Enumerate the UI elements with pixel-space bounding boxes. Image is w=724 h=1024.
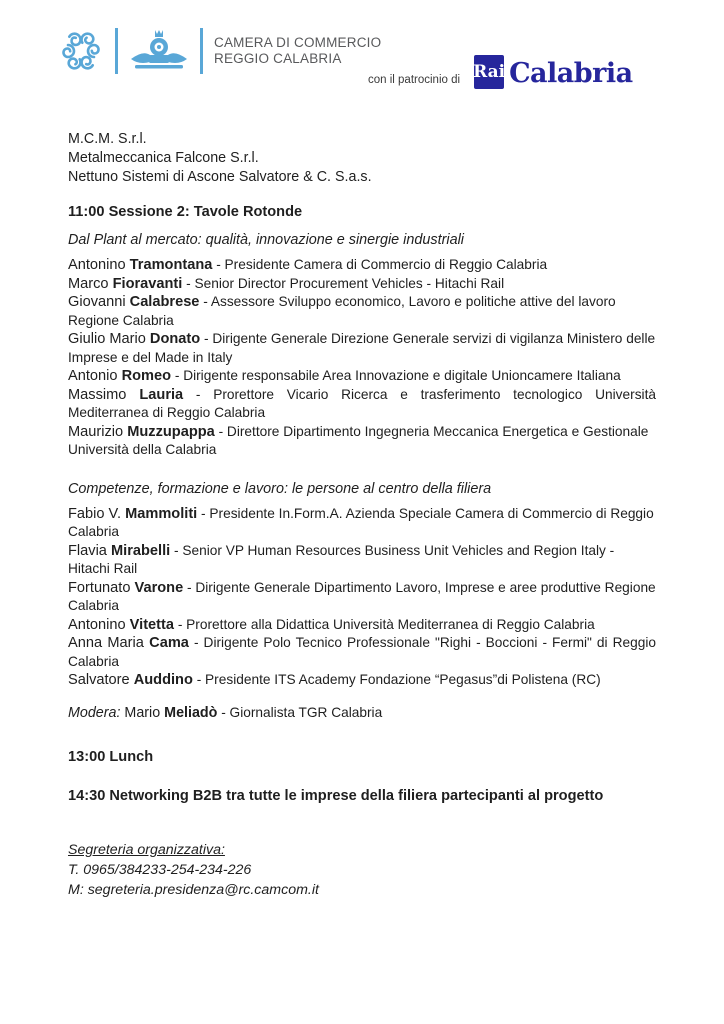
speaker-first-name: Antonino [68,257,130,273]
speaker-line [68,423,656,460]
document-body [68,130,656,900]
coat-of-arms-icon [129,28,189,74]
speaker-last-name: Romeo [121,368,172,384]
patronage-block [368,55,658,89]
moderator-last-name: Meliadò [164,704,218,721]
company-list [68,130,656,187]
speaker-first-name: Fabio V. [68,505,126,522]
speaker-role: - Prorettore Vicario Ricerca e trasferimento tecnologico Università Mediterranea di Reggio Calabria [68,386,656,420]
speaker-first-name: Anna Maria [68,635,150,651]
company-line: M.C.M. S.r.l. [68,131,147,147]
speaker-role: - Assessore Sviluppo economico, Lavoro e politiche attive del lavoro Regione Calabria [68,294,616,328]
chamber-name-line1: CAMERA DI COMMERCIO [214,35,382,50]
speaker-line [68,256,656,275]
company-line: Nettuno Sistemi di Ascone Salvatore & C. S.a.s. [68,169,372,185]
footer-phone: T. 0965/384233-254-234-226 [68,862,252,878]
patronage-text: con il patrocinio di [368,74,461,86]
speaker-first-name: Marco [68,275,113,292]
logo-separator-bar [200,28,203,74]
speaker-role: - Senior Director Procurement Vehicles - Hitachi Rail [182,275,505,291]
speaker-first-name: Flavia [68,542,111,559]
lunch-line: 13:00 Lunch [68,749,154,765]
speaker-role: - Presidente ITS Academy Fondazione “Pegasus”di Polistena (RC) [192,672,601,687]
speaker-line [68,386,656,423]
roundtable2-title: Competenze, formazione e lavoro: le persone al centro della filiera [68,480,492,497]
speaker-role: - Dirigente Generale Dipartimento Lavoro, Imprese e aree produttive Regione Calabria [68,579,656,613]
moderator-role: - Giornalista TGR Calabria [217,704,383,720]
speaker-first-name: Massimo [68,386,140,403]
speaker-line [68,330,656,367]
speaker-role: - Presidente In.Form.A. Azienda Speciale Camera di Commercio di Reggio Calabria [68,505,654,539]
roundtable1-speakers [68,256,656,460]
moderator-first-name: Mario [124,704,165,721]
footer-contact-block [68,840,656,900]
speaker-line [68,293,656,330]
chamber-logo-block [58,26,381,76]
speaker-role: - Dirigente responsabile Area Innovazione e digitale Unioncamere Italiana [171,368,621,383]
speaker-line [68,542,656,579]
speaker-last-name: Calabrese [129,294,200,310]
moderator-label: Modera: [68,704,125,721]
speaker-last-name: Mirabelli [110,542,171,559]
speaker-first-name: Antonio [68,368,122,384]
roundtable2-speakers [68,505,656,690]
speaker-first-name: Salvatore [68,672,134,688]
speaker-last-name: Muzzupappa [127,423,215,440]
speaker-line [68,616,656,635]
speaker-first-name: Fortunato [68,579,135,596]
speaker-last-name: Varone [134,579,184,596]
speaker-role: - Presidente Camera di Commercio di Reggio Calabria [212,257,548,272]
footer-heading: Segreteria organizzativa: [68,842,225,858]
speaker-role: - Prorettore alla Didattica Università Mediterranea di Reggio Calabria [174,616,595,632]
speaker-role: - Dirigente Generale Direzione Generale servizi di vigilanza Ministero delle Imprese e del Made in Italy [68,331,656,365]
speaker-first-name: Antonino [68,616,130,633]
speaker-last-name: Vitetta [129,616,175,633]
speaker-first-name: Giulio Mario [68,331,150,347]
speaker-first-name: Giovanni [68,294,130,310]
networking-line: 14:30 Networking B2B tra tutte le imprese della filiera partecipanti al progetto [68,788,604,804]
speaker-role: - Senior VP Human Resources Business Unit Vehicles and Region Italy -Hitachi Rail [68,542,615,576]
speaker-last-name: Mammoliti [125,505,198,522]
moderator-line [68,704,656,723]
session-title: 11:00 Sessione 2: Tavole Rotonde [68,204,303,220]
speaker-line [68,367,656,386]
footer-email: M: segreteria.presidenza@rc.camcom.it [68,882,319,898]
speaker-last-name: Donato [149,331,201,347]
speaker-line [68,634,656,671]
speaker-last-name: Auddino [133,672,193,688]
speaker-line [68,671,656,690]
rai-calabria-logo [474,55,633,89]
rai-logo-box: Rai [474,55,504,89]
rai-wordmark: Calabria [509,58,633,89]
speaker-line [68,579,656,616]
swirl-flower-icon [58,26,104,76]
logo-separator-bar [115,28,118,74]
speaker-role: - Dirigente Polo Tecnico Professionale "Righi - Boccioni - Fermi" di Reggio Calabria [68,635,656,669]
company-line: Metalmeccanica Falcone S.r.l. [68,150,259,166]
speaker-last-name: Tramontana [129,257,213,273]
speaker-first-name: Maurizio [68,423,128,440]
speaker-role: - Direttore Dipartimento Ingegneria Meccanica Energetica e Gestionale Università della Calabria [68,423,649,457]
speaker-last-name: Lauria [139,386,184,403]
speaker-last-name: Fioravanti [112,275,183,292]
speaker-line [68,275,656,294]
chamber-name [214,35,381,67]
speaker-line [68,505,656,542]
roundtable1-title: Dal Plant al mercato: qualità, innovazione e sinergie industriali [68,232,464,248]
chamber-name-line2: REGGIO CALABRIA [214,51,342,66]
speaker-last-name: Cama [149,635,189,651]
